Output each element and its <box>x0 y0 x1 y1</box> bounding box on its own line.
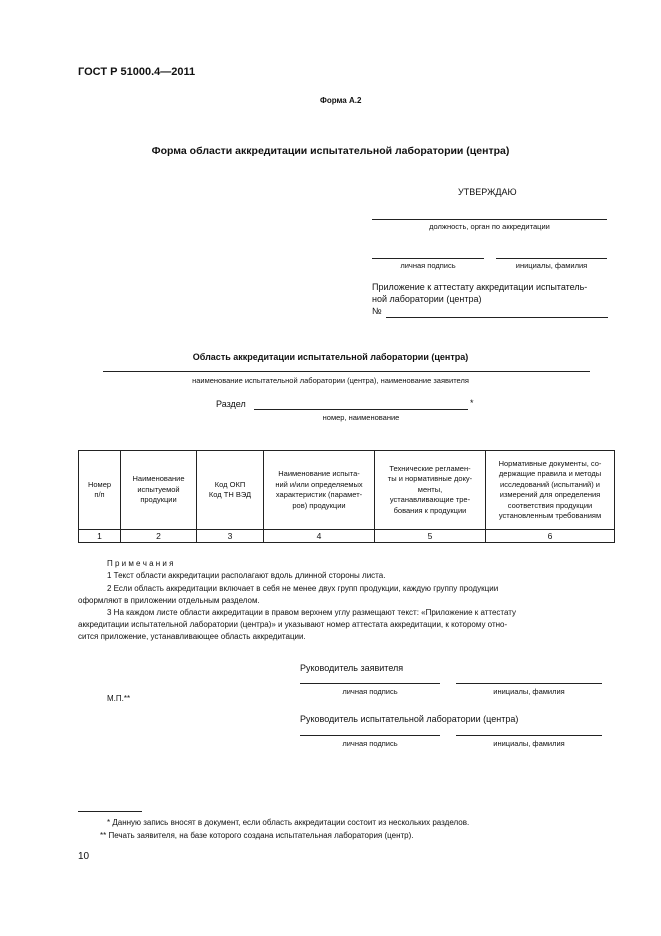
table-cell: 3 <box>197 530 264 543</box>
applicant-head-label: Руководитель заявителя <box>300 663 404 673</box>
footnote-1: * Данную запись вносят в документ, если область аккредитации состоит из нескольких разделов. <box>107 818 470 827</box>
lab-name-line <box>103 371 590 372</box>
section-caption: номер, наименование <box>322 413 400 422</box>
lab-head-initials-caption: инициалы, фамилия <box>493 739 565 748</box>
section-line <box>254 409 468 410</box>
table-cell: 4 <box>264 530 375 543</box>
applicant-initials-line <box>456 683 602 684</box>
note-3-line-3: сится приложение, устанавливающее область аккредитации. <box>78 632 306 641</box>
table-header-row <box>79 451 615 530</box>
col-product-header: Наименование испытуемой продукции <box>121 451 197 530</box>
note-1: 1 Текст области аккредитации располагают вдоль длинной стороны листа. <box>107 571 386 580</box>
note-2-line-1: 2 Если область аккредитации включает в себя не менее двух групп продукции, каждую группу продукции <box>107 584 499 593</box>
scope-title: Область аккредитации испытательной лаборатории (центра) <box>192 352 469 362</box>
note-3-line-1: 3 На каждом листе области аккредитации в правом верхнем углу размещают текст: «Приложение к аттестату <box>107 608 517 617</box>
lab-head-signature-line <box>300 735 440 736</box>
signature-caption: личная подпись <box>400 261 456 270</box>
form-title: Форма области аккредитации испытательной лаборатории (центра) <box>151 145 510 157</box>
initials-line <box>496 258 607 259</box>
table-cell: 5 <box>375 530 486 543</box>
col-code-header: Код ОКП Код ТН ВЭД <box>197 451 264 530</box>
table-number-row <box>79 530 615 543</box>
scope-table <box>78 450 615 543</box>
section-footnote-mark: * <box>470 398 474 408</box>
col-tests-header: Наименование испыта- ний и/или определяемых характеристик (парамет- ров) продукции <box>264 451 375 530</box>
footnote-2: ** Печать заявителя, на базе которого создана испытательная лаборатория (центр). <box>100 831 414 840</box>
initials-caption: инициалы, фамилия <box>515 261 588 270</box>
col-methods-header: Нормативные документы, со- держащие правила и методы исследований (испытаний) и измерений для определения соответствия продукции установленным требованиям <box>486 451 615 530</box>
table-cell: 2 <box>121 530 197 543</box>
page-number: 10 <box>78 851 90 862</box>
standard-number: ГОСТ Р 51000.4—2011 <box>78 66 196 78</box>
note-2-line-2: оформляют в приложении отдельным разделом. <box>78 596 260 605</box>
position-line <box>372 219 607 220</box>
stamp-label: М.П.** <box>107 694 131 703</box>
applicant-signature-line <box>300 683 440 684</box>
lab-head-initials-line <box>456 735 602 736</box>
footnote-separator <box>78 811 142 812</box>
col-number-header: Номер п/п <box>79 451 121 530</box>
appendix-line-1: Приложение к аттестату аккредитации испытатель- <box>372 282 588 292</box>
form-label: Форма А.2 <box>320 96 362 105</box>
appendix-line-2: ной лаборатории (центра) <box>372 294 482 304</box>
lab-head-signature-caption: личная подпись <box>342 739 398 748</box>
lab-head-label: Руководитель испытательной лаборатории (центра) <box>300 714 519 724</box>
section-label: Раздел <box>216 399 246 409</box>
approve-label: УТВЕРЖДАЮ <box>458 187 517 197</box>
table-cell: 1 <box>79 530 121 543</box>
notes-heading: П р и м е ч а н и я <box>107 559 174 568</box>
signature-line <box>372 258 484 259</box>
table-cell: 6 <box>486 530 615 543</box>
appendix-number-line <box>386 317 608 318</box>
applicant-signature-caption: личная подпись <box>342 687 398 696</box>
position-caption: должность, орган по аккредитации <box>429 222 550 231</box>
col-regulations-header: Технические регламен- ты и нормативные доку- менты, устанавливающие тре- бования к продукции <box>375 451 486 530</box>
note-3-line-2: аккредитации испытательной лаборатории (центра)» и указывают номер аттестата аккредитации, к которому отно- <box>78 620 508 629</box>
appendix-number-label: № <box>372 306 382 316</box>
lab-name-caption: наименование испытательной лаборатории (центра), наименование заявителя <box>192 376 469 385</box>
applicant-initials-caption: инициалы, фамилия <box>493 687 565 696</box>
